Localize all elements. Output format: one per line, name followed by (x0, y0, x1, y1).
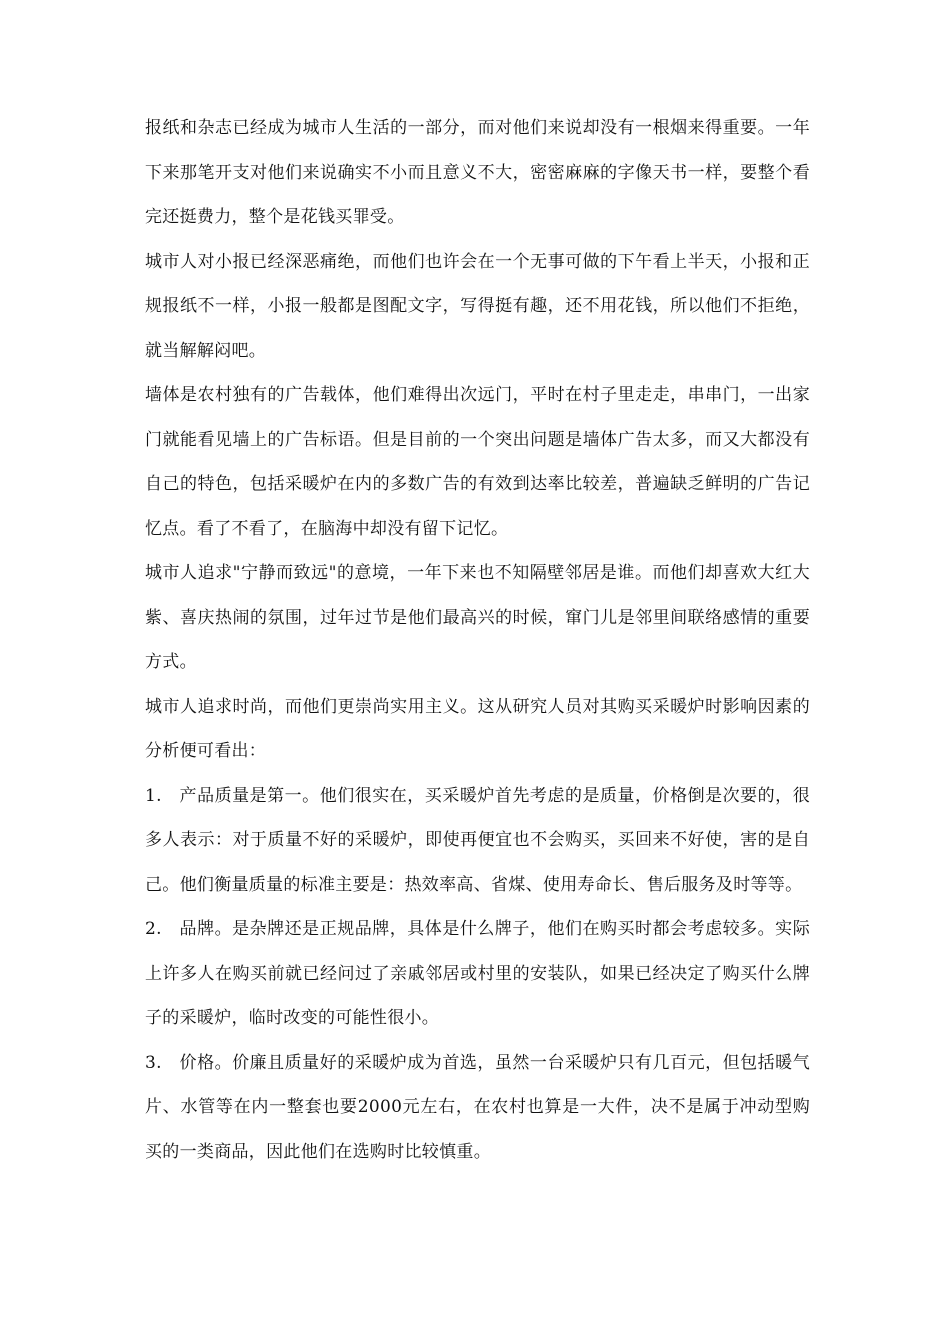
list-item-price: 3. 价格。价廉且质量好的采暖炉成为首选，虽然一台采暖炉只有几百元，但包括暖气片、水管等在内一整套也要2000元左右，在农村也算是一大件，决不是属于冲动型购买的一类商品，因此他们在选购时比较慎重。 (145, 1052, 810, 1162)
list-item-quality: 1. 产品质量是第一。他们很实在，买采暖炉首先考虑的是质量，价格倒是次要的，很多人表示：对于质量不好的采暖炉，即使再便宜也不会购买，买回来不好使，害的是自己。他们衡量质量的标准主要是：热效率高、省煤、使用寿命长、售后服务及时等等。 (145, 785, 810, 895)
paragraph-wall-ads: 墙体是农村独有的广告载体，他们难得出次远门，平时在村子里走走，串串门，一出家门就能看见墙上的广告标语。但是目前的一个突出问题是墙体广告太多，而又大都没有自己的特色，包括采暖炉在内的多数广告的有效到达率比较差，普遍缺乏鲜明的广告记忆点。看了不看了，在脑海中却没有留下记忆。 (145, 385, 810, 539)
document-body (145, 106, 810, 1174)
paragraph-newspapers: 报纸和杂志已经成为城市人生活的一部分，而对他们来说却没有一根烟来得重要。一年下来那笔开支对他们来说确实不小而且意义不大，密密麻麻的字像天书一样，要整个看完还挺费力，整个是花钱买罪受。 (145, 118, 810, 227)
list-item-brand: 2. 品牌。是杂牌还是正规品牌，具体是什么牌子，他们在购买时都会考虑较多。实际上许多人在购买前就已经问过了亲戚邻居或村里的安装队，如果已经决定了购买什么牌子的采暖炉，临时改变的可能性很小。 (145, 919, 810, 1028)
paragraph-tabloids: 城市人对小报已经深恶痛绝，而他们也许会在一个无事可做的下午看上半天，小报和正规报纸不一样，小报一般都是图配文字，写得挺有趣，还不用花钱，所以他们不拒绝，就当解解闷吧。 (145, 251, 810, 361)
paragraph-lifestyle: 城市人追求"宁静而致远"的意境，一年下来也不知隔壁邻居是谁。而他们却喜欢大红大紫、喜庆热闹的氛围，过年过节是他们最高兴的时候，窜门儿是邻里间联络感情的重要方式。 (145, 563, 810, 672)
paragraph-practicality: 城市人追求时尚，而他们更崇尚实用主义。这从研究人员对其购买采暖炉时影响因素的分析便可看出： (145, 696, 810, 761)
